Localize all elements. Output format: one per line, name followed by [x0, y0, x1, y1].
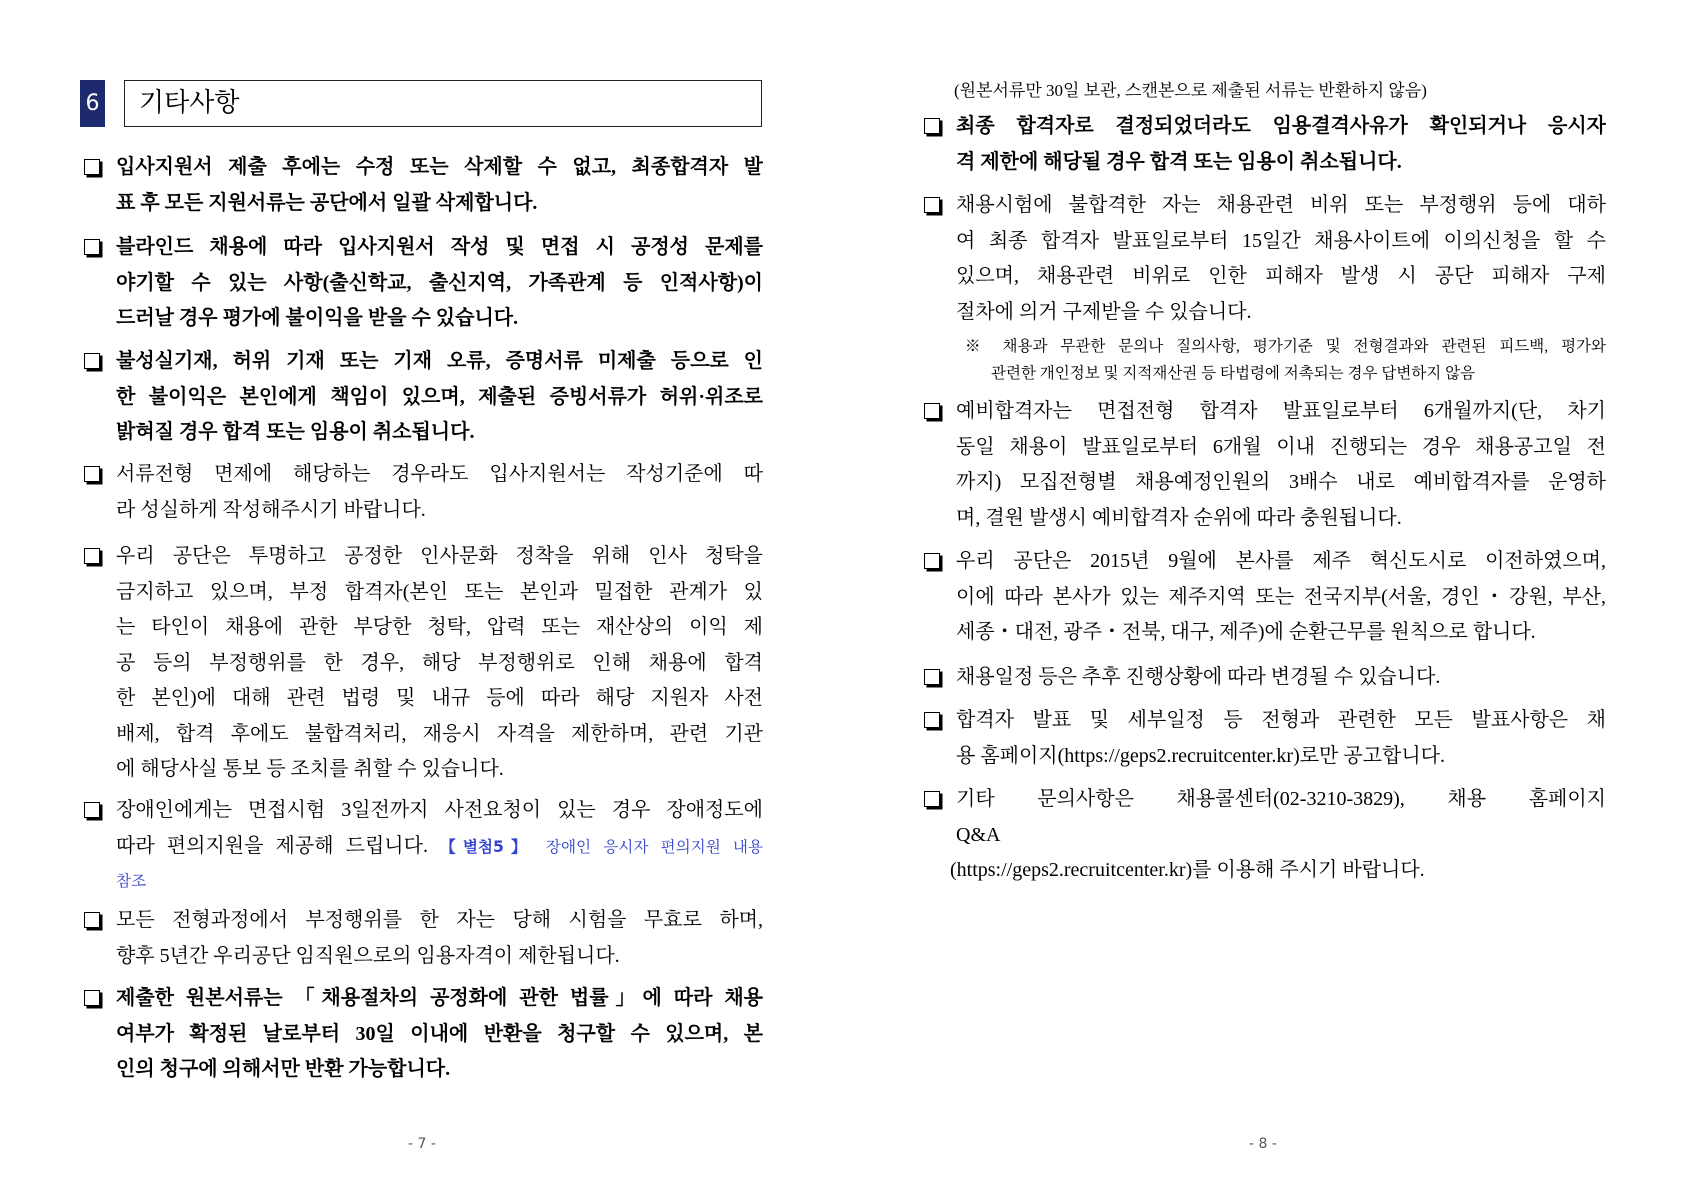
notice-line: 여 최종 합격자 발표일로부터 15일간 채용사이트에 이의신청을 할 수: [956, 229, 1606, 252]
notice-line: 예비합격자는 면접전형 합격자 발표일로부터 6개월까지(단, 차기: [956, 400, 1606, 422]
checkbox-square-icon: [84, 159, 100, 175]
checkbox-square-icon: [84, 912, 100, 928]
checkbox-square-icon: [924, 669, 940, 685]
notice-line: 까지) 모집전형별 채용예정인원의 3배수 내로 예비합격자를 운영하: [956, 471, 1606, 493]
notice-item: [116, 793, 763, 896]
notice-line-text: 따라 편의지원을 제공해 드립니다.: [116, 834, 428, 857]
notice-item: [116, 457, 763, 528]
notice-line: 이에 따라 본사가 있는 제주지역 또는 전국지부(서울, 경인・강원, 부산,: [956, 585, 1606, 608]
notice-line: 우리 공단은 투명하고 공정한 인사문화 정착을 위해 인사 청탁을: [116, 545, 763, 567]
notice-line: 표 후 모든 지원서류는 공단에서 일괄 삭제합니다.: [116, 191, 538, 214]
footnote-line: ※ 채용과 무관한 문의나 질의사항, 평가기준 및 전형결과와 관련된 피드백, 평가와: [965, 338, 1606, 355]
notice-line: 제출한 원본서류는 「채용절차의 공정화에 관한 법률」에 따라 채용: [116, 987, 763, 1009]
notice-line: 에 해당사실 통보 등 조치를 취할 수 있습니다.: [116, 758, 504, 780]
checkbox-square-icon: [84, 802, 100, 818]
notice-item: [950, 782, 1606, 889]
notice-line: 라 성실하게 작성해주시기 바랍니다.: [116, 498, 426, 521]
section-title-box: [124, 80, 762, 127]
section-title: 기타사항: [139, 88, 240, 118]
notice-line: [116, 864, 763, 896]
notice-item: [956, 660, 1606, 696]
notice-line: 있으며, 채용관련 비위로 인한 피해자 발생 시 공단 피해자 구제: [956, 265, 1606, 287]
section-number-badge: 6: [80, 80, 105, 127]
notice-line: 드러날 경우 평가에 불이익을 받을 수 있습니다.: [116, 307, 519, 329]
checkbox-square-icon: [84, 239, 100, 255]
checkbox-square-icon: [924, 118, 940, 134]
appendix-reference-tag: 【별첨5】: [440, 837, 534, 856]
notice-line: 동일 채용이 발표일로부터 6개월 이내 진행되는 경우 채용공고일 전: [956, 435, 1606, 458]
notice-item: [956, 544, 1606, 651]
checkbox-square-icon: [84, 548, 100, 564]
notice-item: [116, 539, 763, 788]
page-number: - 8 -: [1249, 1136, 1277, 1152]
notice-line: 는 타인이 채용에 관한 부당한 청탁, 압력 또는 재산상의 이익 제: [116, 616, 763, 638]
notice-item: [116, 230, 763, 337]
notice-line: Q&A: [956, 823, 1001, 846]
checkbox-square-icon: [84, 353, 100, 369]
notice-line: 블라인드 채용에 따라 입사지원서 작성 및 면접 시 공정성 문제를: [116, 236, 763, 258]
checkbox-square-icon: [924, 553, 940, 569]
notice-line: 한 불이익은 본인에게 책임이 있으며, 제출된 증빙서류가 허위·위조로: [116, 385, 763, 408]
checkbox-square-icon: [924, 791, 940, 807]
notice-line: 입사지원서 제출 후에는 수정 또는 삭제할 수 없고, 최종합격자 발: [116, 156, 763, 178]
notice-line: 절차에 의거 구제받을 수 있습니다.: [956, 300, 1252, 323]
notice-item: [116, 903, 763, 974]
right-page: [841, 0, 1682, 1190]
notice-line: 한 본인)에 대해 관련 법령 및 내규 등에 따라 해당 지원자 사전: [116, 687, 763, 709]
notice-line: 장애인에게는 면접시험 3일전까지 사전요청이 있는 경우 장애정도에: [116, 799, 763, 821]
notice-line: 인의 청구에 의해서만 반환 가능합니다.: [116, 1058, 451, 1080]
notice-line: 공 등의 부정행위를 한 경우, 해당 부정행위로 인해 채용에 합격: [116, 651, 763, 674]
notice-line: 우리 공단은 2015년 9월에 본사를 제주 혁신도시로 이전하였으며,: [956, 550, 1606, 572]
notice-line: 최종 합격자로 결정되었더라도 임용결격사유가 확인되거나 응시자: [956, 115, 1606, 137]
checkbox-square-icon: [924, 403, 940, 419]
notice-item: [116, 344, 763, 451]
notice-line: [116, 829, 763, 865]
notice-item: [956, 109, 1606, 180]
notice-line: 향후 5년간 우리공단 임직원으로의 임용자격이 제한됩니다.: [116, 944, 620, 967]
notice-line: 밝혀질 경우 합격 또는 임용이 취소됩니다.: [116, 421, 475, 443]
notice-line: 모든 전형과정에서 부정행위를 한 자는 당해 시험을 무효로 하며,: [116, 909, 763, 931]
notice-item: [116, 150, 763, 221]
notice-line: 채용시험에 불합격한 자는 채용관련 비위 또는 부정행위 등에 대하: [956, 194, 1606, 216]
checkbox-square-icon: [84, 466, 100, 482]
page-number: - 7 -: [408, 1136, 436, 1152]
notice-line: 금지하고 있으며, 부정 합격자(본인 또는 본인과 밀접한 관계가 있: [116, 580, 763, 603]
notice-line: 합격자 발표 및 세부일정 등 전형과 관련한 모든 발표사항은 채: [956, 709, 1606, 731]
notice-line: 격 제한에 해당될 경우 합격 또는 임용이 취소됩니다.: [956, 150, 1402, 173]
footnote: [965, 333, 1606, 387]
notice-line: 용 홈페이지(https://geps2.recruitcenter.kr)로만 공고합니다.: [956, 744, 1445, 767]
notice-line: 며, 결원 발생시 예비합격자 순위에 따라 충원됩니다.: [956, 506, 1402, 529]
notice-line: 배제, 합격 후에도 불합격처리, 재응시 자격을 제한하며, 관련 기관: [116, 722, 763, 745]
notice-item: [956, 703, 1606, 774]
notice-line: 불성실기재, 허위 기재 또는 기재 오류, 증명서류 미제출 등으로 인: [116, 350, 763, 372]
checkbox-square-icon: [924, 712, 940, 728]
notice-line: 채용일정 등은 추후 진행상황에 따라 변경될 수 있습니다.: [956, 666, 1441, 688]
notice-item: [116, 981, 763, 1088]
checkbox-square-icon: [84, 990, 100, 1006]
notice-line: 세종・대전, 광주・전북, 대구, 제주)에 순환근무를 원칙으로 합니다.: [956, 621, 1536, 643]
notice-line: 여부가 확정된 날로부터 30일 이내에 반환을 청구할 수 있으며, 본: [116, 1022, 763, 1045]
footnote-line: 관련한 개인정보 및 지적재산권 등 타법령에 저촉되는 경우 답변하지 않음: [991, 365, 1476, 382]
notice-item: [956, 188, 1606, 330]
appendix-reference-text: 장애인 응시자 편의지원 내용: [545, 837, 763, 856]
appendix-reference-continuation: 참조: [116, 872, 147, 890]
continuation-note: (원본서류만 30일 보관, 스캔본으로 제출된 서류는 반환하지 않음): [954, 81, 1427, 100]
notice-line: (https://geps2.recruitcenter.kr)를 이용해 주시기 바랍니다.: [950, 859, 1425, 881]
notice-item: [956, 394, 1606, 536]
notice-line: 서류전형 면제에 해당하는 경우라도 입사지원서는 작성기준에 따: [116, 463, 763, 485]
notice-line: 기타 문의사항은 채용콜센터(02-3210-3829), 채용 홈페이지: [956, 788, 1606, 810]
checkbox-square-icon: [924, 197, 940, 213]
notice-line: 야기할 수 있는 사항(출신학교, 출신지역, 가족관계 등 인적사항)이: [116, 271, 763, 294]
